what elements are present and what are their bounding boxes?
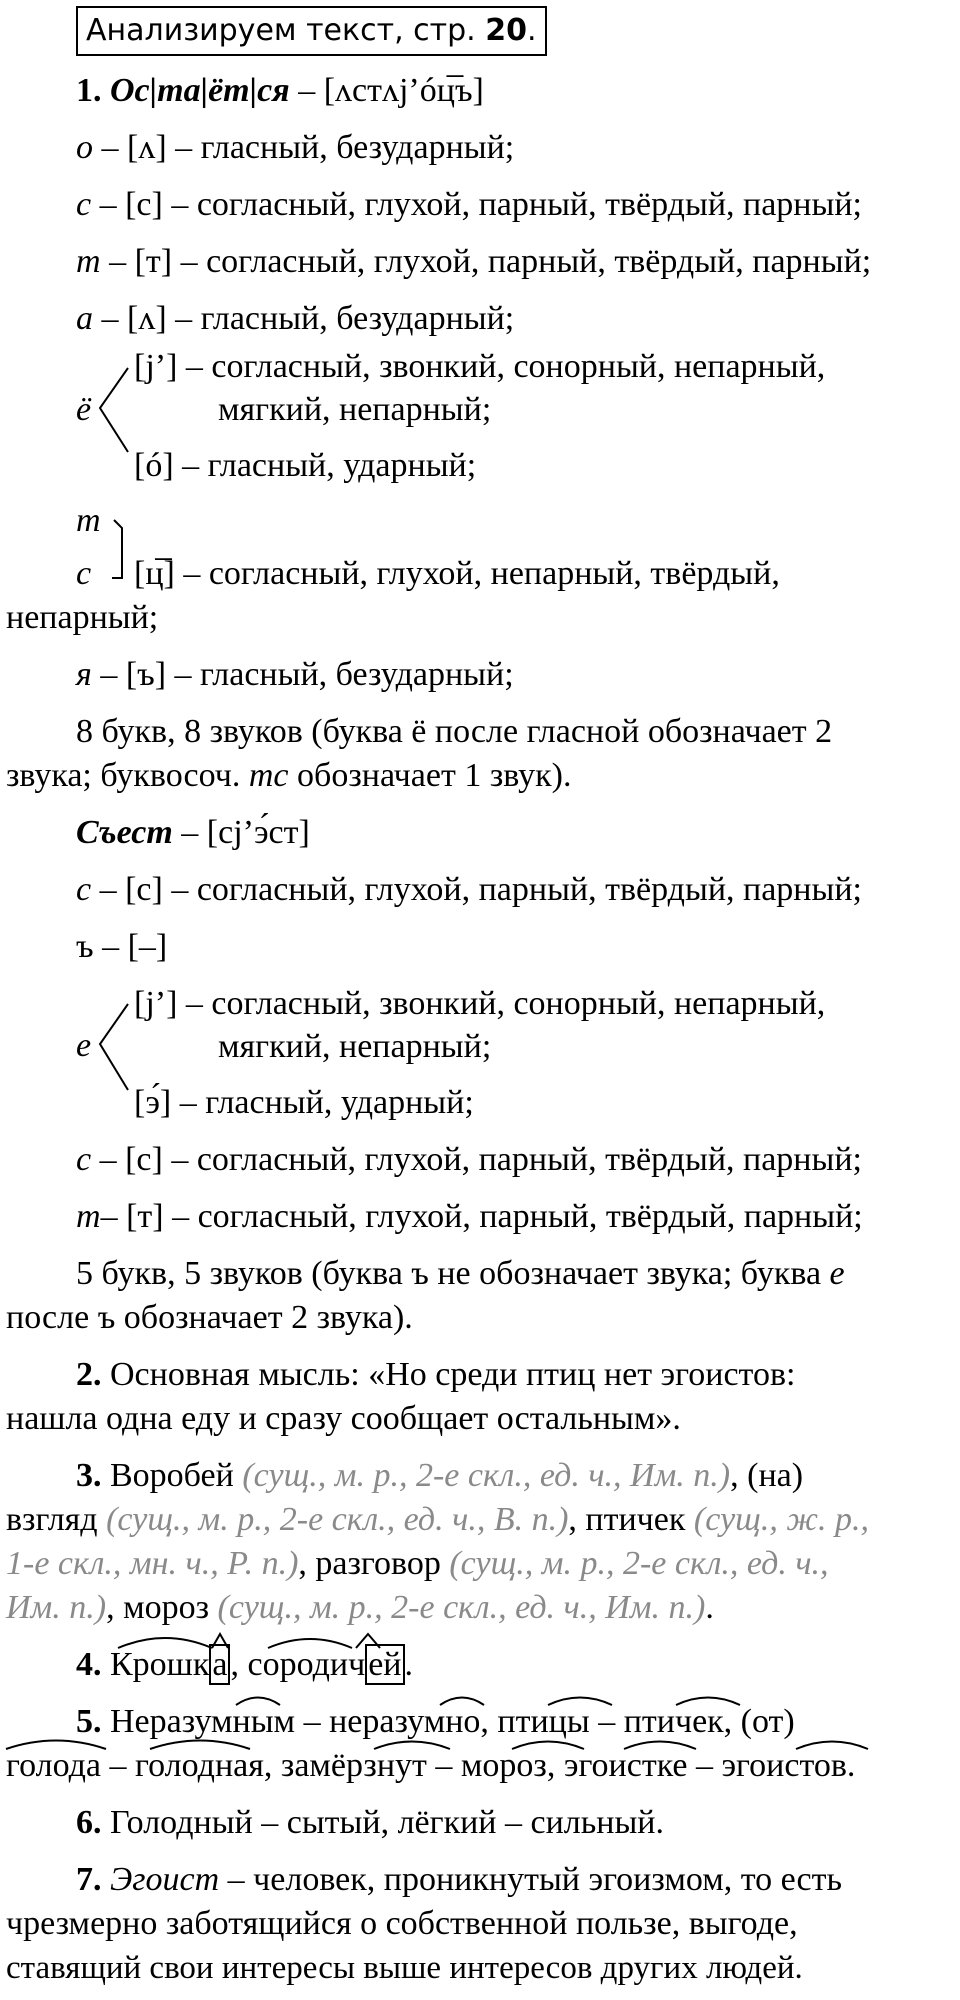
word-stem: Крошк bbox=[101, 1646, 210, 1683]
summary-italic: е bbox=[829, 1255, 845, 1292]
yo-o-line: [ó] – гласный, ударный; bbox=[134, 447, 477, 484]
task1b-dash: – bbox=[172, 814, 207, 851]
letter: с bbox=[76, 871, 92, 908]
grammar-note: (сущ., м. р., 2-е скл., ед. ч., Им. п.) bbox=[217, 1589, 706, 1626]
e-branch-brace bbox=[100, 1004, 128, 1090]
task1-line-s bbox=[76, 184, 862, 226]
summary-italic: тс bbox=[248, 757, 289, 794]
task6-number: 6. bbox=[76, 1804, 102, 1841]
letter: с bbox=[76, 1141, 92, 1178]
grammar-note: 1-е скл., мн. ч., Р. п.) bbox=[6, 1545, 299, 1582]
letter: т bbox=[76, 1198, 101, 1235]
task1b-line-t bbox=[76, 1196, 863, 1238]
summary-text: 5 букв, 5 звуков (буква ъ не обозначает звука; буква bbox=[76, 1255, 830, 1292]
task4-dot: . bbox=[404, 1646, 413, 1683]
description: – [–] bbox=[93, 928, 168, 965]
word: Воробей bbox=[101, 1457, 243, 1494]
task1-line-a bbox=[76, 298, 514, 340]
task1b-line-hard-sign bbox=[76, 926, 167, 968]
letter: с bbox=[76, 186, 92, 223]
task7-number: 7. bbox=[76, 1861, 102, 1898]
header-page-number: 20 bbox=[485, 13, 527, 48]
task7-term: Эгоист bbox=[110, 1861, 220, 1898]
word-stem: сородич bbox=[247, 1646, 366, 1683]
ts-line-1: [ц̅] – согласный, глухой, непарный, твёрдый, bbox=[134, 555, 780, 592]
task6-line bbox=[76, 1802, 664, 1844]
task3-line-3 bbox=[6, 1543, 829, 1585]
description: – [ʌ] – гласный, безударный; bbox=[93, 300, 515, 337]
task4-number: 4. bbox=[76, 1646, 102, 1683]
task1b-summary-2: после ъ обозначает 2 звука). bbox=[6, 1299, 413, 1336]
task1b-word: Съест bbox=[76, 814, 173, 851]
task1b-heading bbox=[76, 812, 310, 854]
word: , птичек bbox=[568, 1501, 694, 1538]
description: – [с] – согласный, глухой, парный, твёрдый, парный; bbox=[91, 186, 862, 223]
letter: я bbox=[76, 656, 92, 693]
task1-summary-1: 8 букв, 8 звуков (буква ё после гласной обозначает 2 bbox=[76, 713, 833, 750]
word: , (на) bbox=[730, 1457, 804, 1494]
e-j-line-2: мягкий, непарный; bbox=[218, 1028, 492, 1065]
task1b-line-s2 bbox=[76, 1139, 862, 1181]
task2-text: Основная мысль: «Но среди птиц нет эгоистов: bbox=[101, 1356, 796, 1393]
task1-heading bbox=[76, 70, 484, 112]
description: – [т] – согласный, глухой, парный, твёрдый, парный; bbox=[100, 1198, 863, 1235]
task1-line-ya bbox=[76, 654, 514, 696]
task7-line-1 bbox=[76, 1859, 842, 1901]
e-e-line: [э́] – гласный, ударный; bbox=[134, 1084, 474, 1121]
task3-line-2 bbox=[6, 1499, 869, 1541]
e-letter: е bbox=[76, 1027, 92, 1064]
letter: т bbox=[76, 243, 101, 280]
word: взгляд bbox=[6, 1501, 107, 1538]
letter: ъ bbox=[76, 928, 94, 965]
grammar-note: (сущ., ж. р., bbox=[693, 1501, 869, 1538]
task1-dash: – bbox=[289, 72, 324, 109]
task1-number: 1. bbox=[76, 72, 102, 109]
header-text: Анализируем текст, стр. bbox=[86, 13, 486, 48]
e-j-line-1: [j’] – согласный, звонкий, сонорный, непарный, bbox=[134, 985, 826, 1022]
task5-line-1 bbox=[76, 1701, 795, 1743]
grammar-note: (сущ., м. р., 2-е скл., ед. ч., В. п.) bbox=[106, 1501, 569, 1538]
task7-line-3: ставящий свои интересы выше интересов других людей. bbox=[6, 1950, 803, 1986]
ts-letter-t: т bbox=[76, 502, 101, 539]
letter: о bbox=[76, 129, 93, 166]
task3-end: . bbox=[705, 1589, 714, 1626]
grammar-note: Им. п.) bbox=[6, 1589, 107, 1626]
page-reference-box bbox=[76, 6, 547, 56]
word: , мороз bbox=[106, 1589, 218, 1626]
separator: , bbox=[230, 1646, 248, 1683]
ts-join-bracket bbox=[112, 520, 122, 578]
task2-line-1 bbox=[76, 1354, 795, 1396]
task1-transcription: [ʌстʌj’óц̅ъ] bbox=[323, 72, 484, 109]
task1-line-o bbox=[76, 127, 514, 169]
task4-line bbox=[76, 1644, 413, 1686]
summary-text: звука; буквосоч. bbox=[6, 757, 249, 794]
description: – [ъ] – гласный, безударный; bbox=[91, 656, 514, 693]
task1-word: Ос|та|ёт|ся bbox=[110, 72, 290, 109]
yo-branch-brace bbox=[100, 368, 128, 452]
task5-text: Неразумным – неразумно, птицы – птичек, (от) bbox=[101, 1703, 795, 1740]
description: – [т] – согласный, глухой, парный, твёрдый, парный; bbox=[100, 243, 872, 280]
ts-line-2: непарный; bbox=[6, 599, 159, 636]
task1-summary-2 bbox=[6, 755, 572, 797]
word-ending-box: ей bbox=[365, 1644, 404, 1685]
task1b-transcription: [сj’э́ст] bbox=[206, 814, 310, 851]
task1b-summary-1 bbox=[76, 1253, 845, 1295]
task2-number: 2. bbox=[76, 1356, 102, 1393]
task7-text: – человек, проникнутый эгоизмом, то есть bbox=[219, 1861, 843, 1898]
ts-letter-s: с bbox=[76, 555, 92, 592]
task7-line-2: чрезмерно заботящийся о собственной пользе, выгоде, bbox=[6, 1905, 798, 1942]
grammar-note: (сущ., м. р., 2-е скл., ед. ч., Им. п.) bbox=[242, 1457, 731, 1494]
task1-line-t bbox=[76, 241, 871, 283]
summary-text-end: обозначает 1 звук). bbox=[288, 757, 572, 794]
description: – [с] – согласный, глухой, парный, твёрдый, парный; bbox=[91, 871, 862, 908]
description: – [ʌ] – гласный, безударный; bbox=[93, 129, 515, 166]
task2-line-2: нашла одна еду и сразу сообщает остальным». bbox=[6, 1400, 681, 1437]
word-ending-box: а bbox=[209, 1644, 230, 1685]
grammar-note: (сущ., м. р., 2-е скл., ед. ч., bbox=[449, 1545, 829, 1582]
task5-number: 5. bbox=[76, 1703, 102, 1740]
task1b-line-s bbox=[76, 869, 862, 911]
letter: а bbox=[76, 300, 93, 337]
yo-letter: ё bbox=[76, 391, 92, 428]
task3-line-4 bbox=[6, 1587, 714, 1629]
description: – [с] – согласный, глухой, парный, твёрдый, парный; bbox=[91, 1141, 862, 1178]
yo-j-line-2: мягкий, непарный; bbox=[218, 391, 492, 428]
word: , разговор bbox=[298, 1545, 450, 1582]
task6-text: Голодный – сытый, лёгкий – сильный. bbox=[101, 1804, 664, 1841]
task3-number: 3. bbox=[76, 1457, 102, 1494]
task5-line-2: голода – голодная, замёрзнут – мороз, эгоистке – эгоистов. bbox=[6, 1747, 856, 1784]
header-dot: . bbox=[527, 13, 537, 48]
yo-j-line-1: [j’] – согласный, звонкий, сонорный, непарный, bbox=[134, 348, 826, 385]
task3-line-1 bbox=[76, 1455, 803, 1497]
